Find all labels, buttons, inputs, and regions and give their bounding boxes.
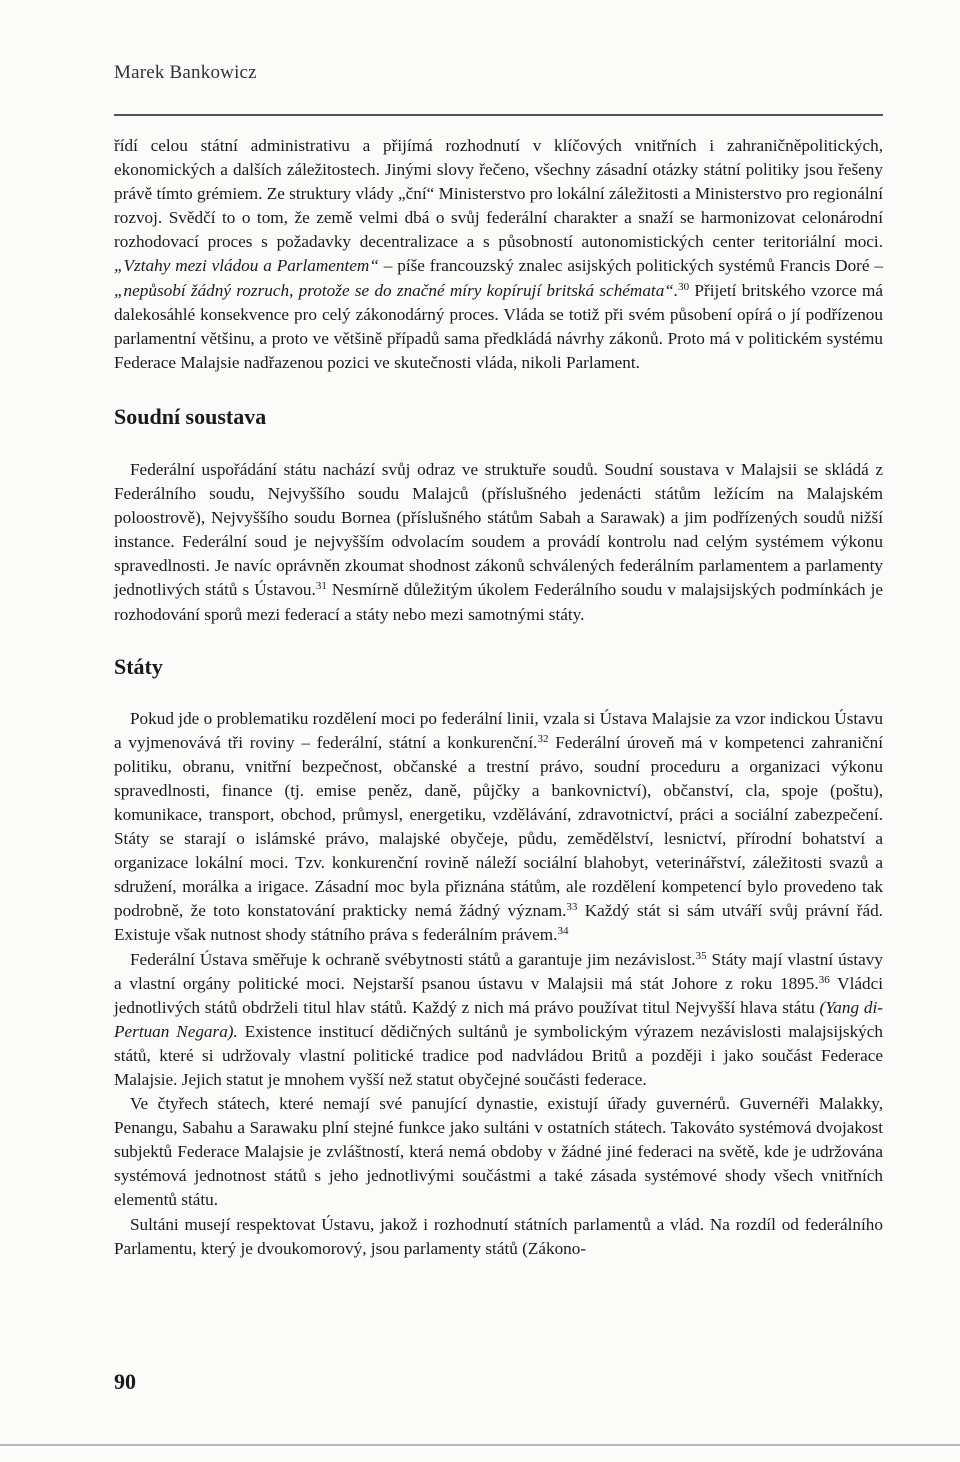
text-run: Přijetí britského vzorce má dalekosáhlé konsekvence pro celý zákonodárný proces. Vláda se totiž při svém působení opírá o jí podřízenou parlamentní většinu, a proto ve většině případů sama předkládá návrhy zákonů. Proto má v politickém systému Federace Malajsie nadřazenou pozici ve skutečnosti vláda, nikoli Parlament. — [114, 280, 884, 372]
footnote-ref: 36 — [818, 973, 830, 986]
page-number: 90 — [114, 1369, 136, 1394]
footnote-ref: 31 — [315, 580, 327, 593]
staty-paragraph-3: Ve čtyřech státech, které nemají své panující dynastie, existují úřady guvernérů. Guvernéři Malakky, Penangu, Sabahu a Sarawaku plní stejné funkce jako sultáni v ostatních státech. Takováto systémová dvojakost subjektů Federace Malajsie je zvláštností, která nemá obdoby v žádné jiné federaci na světě, kde je udržována systémová jednotnost států s jeho jednotlivými součástmi a také zásada systémové shody všech vnitřních elementů státu. — [114, 1094, 883, 1210]
italic-quote: „nepůsobí žádný rozruch, protože se do značné míry kopírují britská schémata“. — [114, 280, 679, 300]
text-run: Federální uspořádání státu nachází svůj odraz ve struktuře soudů. Soudní soustava v Malajsii se skládá z Federálního soudu, Nejvyššího soudu Malajců (příslušného jedenácti státům ležícím na Malajském poloostrově), Nejvyššího soudu Bornea (příslušného státům Sabah a Sarawak) a jim podřízených soudů nižší instance. Federální soud je nejvyšším odvolacím soudem a provádí kontrolu nad celým systémem výkonu spravedlnosti. Je navíc oprávněn zkoumat shodnost zákonů schválených federálním parlamentem a parlamenty jednotlivých států s Ústavou. — [114, 459, 883, 600]
section-heading-staty: Státy — [114, 653, 163, 679]
text-run: Nesmírně důležitým úkolem Federálního soudu v malajsijských podmínkách je rozhodování sporů mezi federací a státy nebo mezi samotnými státy. — [114, 580, 883, 624]
text-run: Existence institucí dědičných sultánů je symbolickým výrazem nezávislosti malajsijských států, které si udržovaly vlastní politické tradice pod nadvládou Britů a později i jako součást Federace Malajsie. Jejich statut je mnohem vyšší než statut obyčejné součásti federace. — [114, 1021, 883, 1089]
page-body — [114, 134, 883, 1261]
italic-term: (Yang di-Pertuan Negara). — [114, 997, 883, 1041]
staty-paragraph-2 — [114, 948, 883, 1093]
header-rule — [114, 114, 883, 116]
soudni-paragraph — [114, 458, 883, 627]
text-run: Federální Ústava směřuje k ochraně svébytnosti států a garantuje jim nezávislost. — [130, 949, 696, 969]
text-run: Každý stát si sám utváří svůj právní řád. Existuje však nutnost shody státního práva s federálním právem. — [114, 901, 883, 945]
section-heading-soudni: Soudní soustava — [114, 403, 267, 429]
intro-paragraph — [114, 134, 883, 375]
text-run: Státy mají vlastní ústavy a vlastní orgány politické moci. Nejstarší psanou ústavu v Malajsii má stát Johore z roku 1895. — [114, 949, 883, 993]
text-run: Vládci jednotlivých států obdrželi titul hlav států. Každý z nich má právo používat titul Nejvyšší hlava státu — [114, 973, 883, 1017]
staty-paragraph-4: Sultáni musejí respektovat Ústavu, jakož i rozhodnutí státních parlamentů a vlád. Na rozdíl od federálního Parlamentu, který je dvoukomorový, jsou parlamenty států (Zákono- — [114, 1214, 883, 1258]
text-run: Pokud jde o problematiku rozdělení moci po federální linii, vzala si Ústava Malajsie za vzor indickou Ústavu a vyjmenovává tři roviny – federální, státní a konkurenční. — [114, 708, 883, 752]
text-run: Federální úroveň má v kompetenci zahraniční politiku, obranu, vnitřní bezpečnost, občanské a trestní právo, soudní proceduru a organizaci výkonu spravedlnosti, finance (tj. emise peněz, daně, půjčky a bankovnictví), občanství, cla, spoje (poštu), komunikace, transport, obchod, průmysl, energetiku, vzdělávání, zdravotnictví, práci a sociální zabezpečení. Státy se starají o islámské právo, malajské obyčeje, půdu, zemědělství, lesnictví, přírodní bohatství a organizace lokální moci. Tzv. konkurenční rovině náleží sociální blahobyt, veterinářství, záležitosti svazů a sdružení, morálka a irigace. Zásadní moc byla přiznána státům, ale rozdělení kompetencí bylo provedeno tak podrobně, že toto konstatování prakticky nemá žádný význam. — [114, 732, 883, 921]
footnote-ref: 35 — [695, 949, 707, 962]
staty-paragraph-1 — [114, 707, 883, 948]
footnote-ref: 30 — [678, 280, 690, 293]
footnote-ref: 32 — [537, 732, 549, 745]
italic-quote: „Vztahy mezi vládou a Parlamentem“ — [114, 256, 379, 276]
text-run: řídí celou státní administrativu a přijímá rozhodnutí v klíčových vnitřních i zahraničněpolitických, ekonomických a dalších záležitostech. Jinými slovy řečeno, všechny zásadní otázky státní politiky jsou řešeny právě tímto grémiem. Ze struktury vlády „ční“ Ministerstvo pro lokální záležitosti a Ministerstvo pro regionální rozvoj. Svědčí to o tom, že země velmi dbá o svůj federální charakter a snaží se harmonizovat celonárodní rozhodovací proces s požadavky decentralizace a s působností autonomistických center teritoriální moci. — [114, 136, 883, 252]
text-run: – píše francouzský znalec asijských politických systémů Francis Doré – — [378, 256, 883, 276]
footnote-ref: 34 — [557, 925, 569, 938]
bottom-edge-line — [0, 1444, 960, 1446]
footnote-ref: 33 — [566, 901, 578, 914]
running-head: Marek Bankowicz — [114, 62, 257, 83]
